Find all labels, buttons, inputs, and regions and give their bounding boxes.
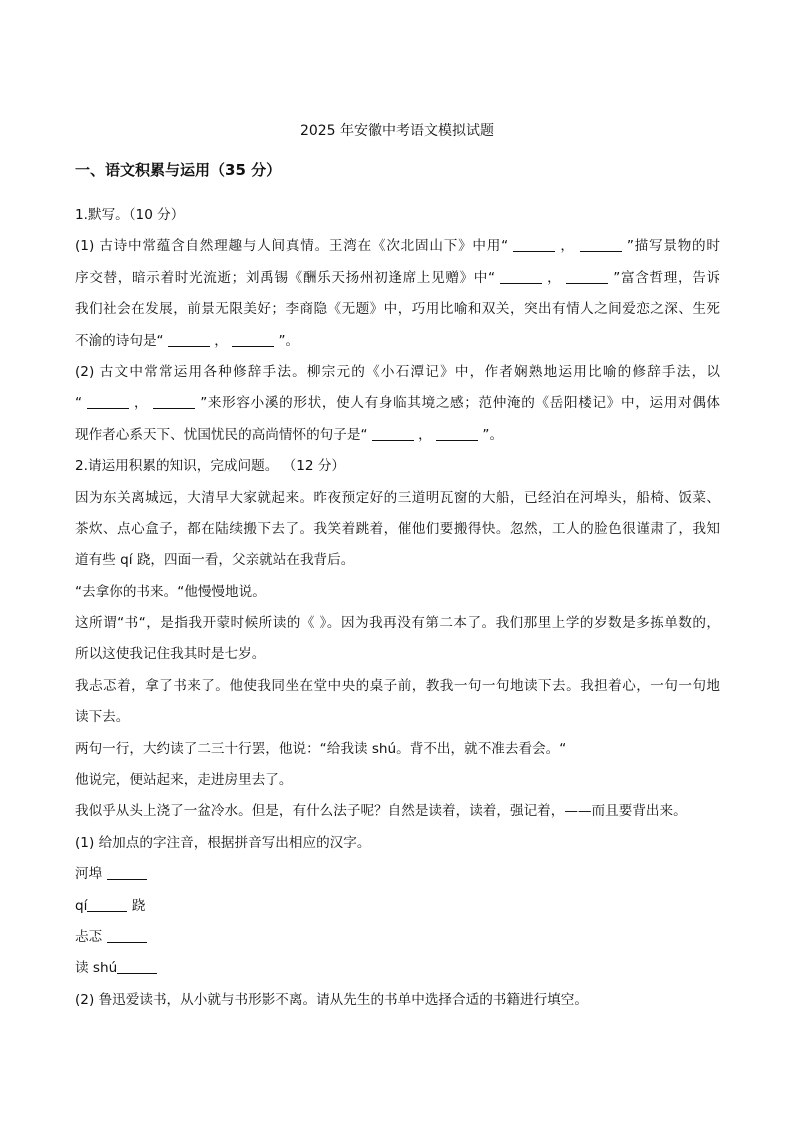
answer-blank[interactable] — [87, 392, 129, 409]
text-line: 我们社会在发展，前景无限美好；李商隐《无题》中，巧用比喻和双关，突出有情人之间爱恋之深、生死 — [75, 301, 720, 318]
section-heading: 一、语文积累与运用（35 分） — [75, 161, 282, 179]
text-line: 序交替，暗示着时光流逝；刘禹锡《酬乐天扬州初逢席上见赠》中“ ， ”富含哲理，告诉 — [75, 263, 720, 294]
passage-line: 道有些 qí 跷，四面一看，父亲就站在我背后。 — [75, 552, 355, 569]
answer-blank[interactable] — [107, 863, 147, 880]
subquestion-1-heading: (1) 给加点的字注音，根据拼音写出相应的汉字。 — [75, 834, 371, 851]
passage-line: 所以这使我记住我其时是七岁。 — [75, 646, 266, 663]
answer-blank[interactable] — [372, 424, 414, 441]
doc-title: 2025 年安徽中考语文模拟试题 — [299, 123, 495, 139]
text-line: 现作者心系天下、忧国忧民的高尚情怀的句子是“ ， ”。 — [75, 420, 720, 451]
answer-blank[interactable] — [436, 424, 478, 441]
fill-item-tante: 忐忑 — [75, 922, 720, 953]
answer-blank[interactable] — [107, 926, 147, 943]
fill-item-qiqiao: qí 跷 — [75, 891, 720, 922]
answer-blank[interactable] — [87, 895, 127, 912]
document-body — [75, 200, 720, 1016]
passage-line: 茶炊、点心盒子，都在陆续搬下去了。我笑着跳着，催他们要搬得快。忽然，工人的脸色很谨肃了，我知 — [75, 520, 720, 537]
answer-blank[interactable] — [168, 330, 210, 347]
answer-blank[interactable] — [500, 267, 542, 284]
passage-line: 他说完，便站起来，走进房里去了。 — [75, 772, 293, 789]
answer-blank[interactable] — [117, 957, 157, 974]
answer-blank[interactable] — [513, 235, 555, 252]
text-line: (1) 古诗中常蕴含自然理趣与人间真情。王湾在《次北固山下》中用“ ， ”描写景物的时 — [75, 231, 720, 262]
passage-line: 这所谓“书“，是指我开蒙时候所读的《 》。因为我再没有第二本了。我们那里上学的岁数是多拣单数的， — [75, 615, 720, 632]
subquestion-2-heading: (2) 鲁迅爱读书，从小就与书形影不离。请从先生的书单中选择合适的书籍进行填空。 — [75, 991, 588, 1008]
passage-line: 因为东关离城远，大清早大家就起来。昨夜预定好的三道明瓦窗的大船，已经泊在河埠头，船椅、饭菜、 — [75, 489, 720, 506]
answer-blank[interactable] — [153, 392, 195, 409]
answer-blank[interactable] — [566, 267, 608, 284]
fill-item-hebu: 河埠 — [75, 859, 720, 890]
passage-line: 我忐忑着，拿了书来了。他使我同坐在堂中央的桌子前，教我一句一句地读下去。我担着心，一句一句地 — [75, 677, 720, 694]
answer-blank[interactable] — [232, 330, 274, 347]
fill-item-shu: 读 shú — [75, 953, 720, 984]
passage-line: 读下去。 — [75, 709, 130, 726]
passage-line: 我似乎从头上浇了一盆冷水。但是，有什么法子呢？自然是读着，读着，强记着，——而且要背出来。 — [75, 803, 687, 820]
question-1-heading: 1.默写。（10 分） — [75, 207, 185, 223]
text-line: (2) 古文中常常运用各种修辞手法。柳宗元的《小石潭记》中，作者娴熟地运用比喻的修辞手法，以 — [75, 363, 720, 380]
text-line: 不渝的诗句是“ ， ”。 — [75, 326, 720, 357]
passage-line: 两句一行，大约读了二三十行罢，他说：“给我读 shú。背不出，就不准去看会。“ — [75, 740, 567, 757]
question-2-heading: 2.请运用积累的知识，完成问题。 （12 分） — [75, 458, 346, 475]
passage-line: “去拿你的书来。“他慢慢地说。 — [75, 583, 266, 600]
text-line: “ ， ”来形容小溪的形状，使人有身临其境之感；范仲淹的《岳阳楼记》中，运用对偶体 — [75, 388, 720, 419]
answer-blank[interactable] — [580, 235, 622, 252]
